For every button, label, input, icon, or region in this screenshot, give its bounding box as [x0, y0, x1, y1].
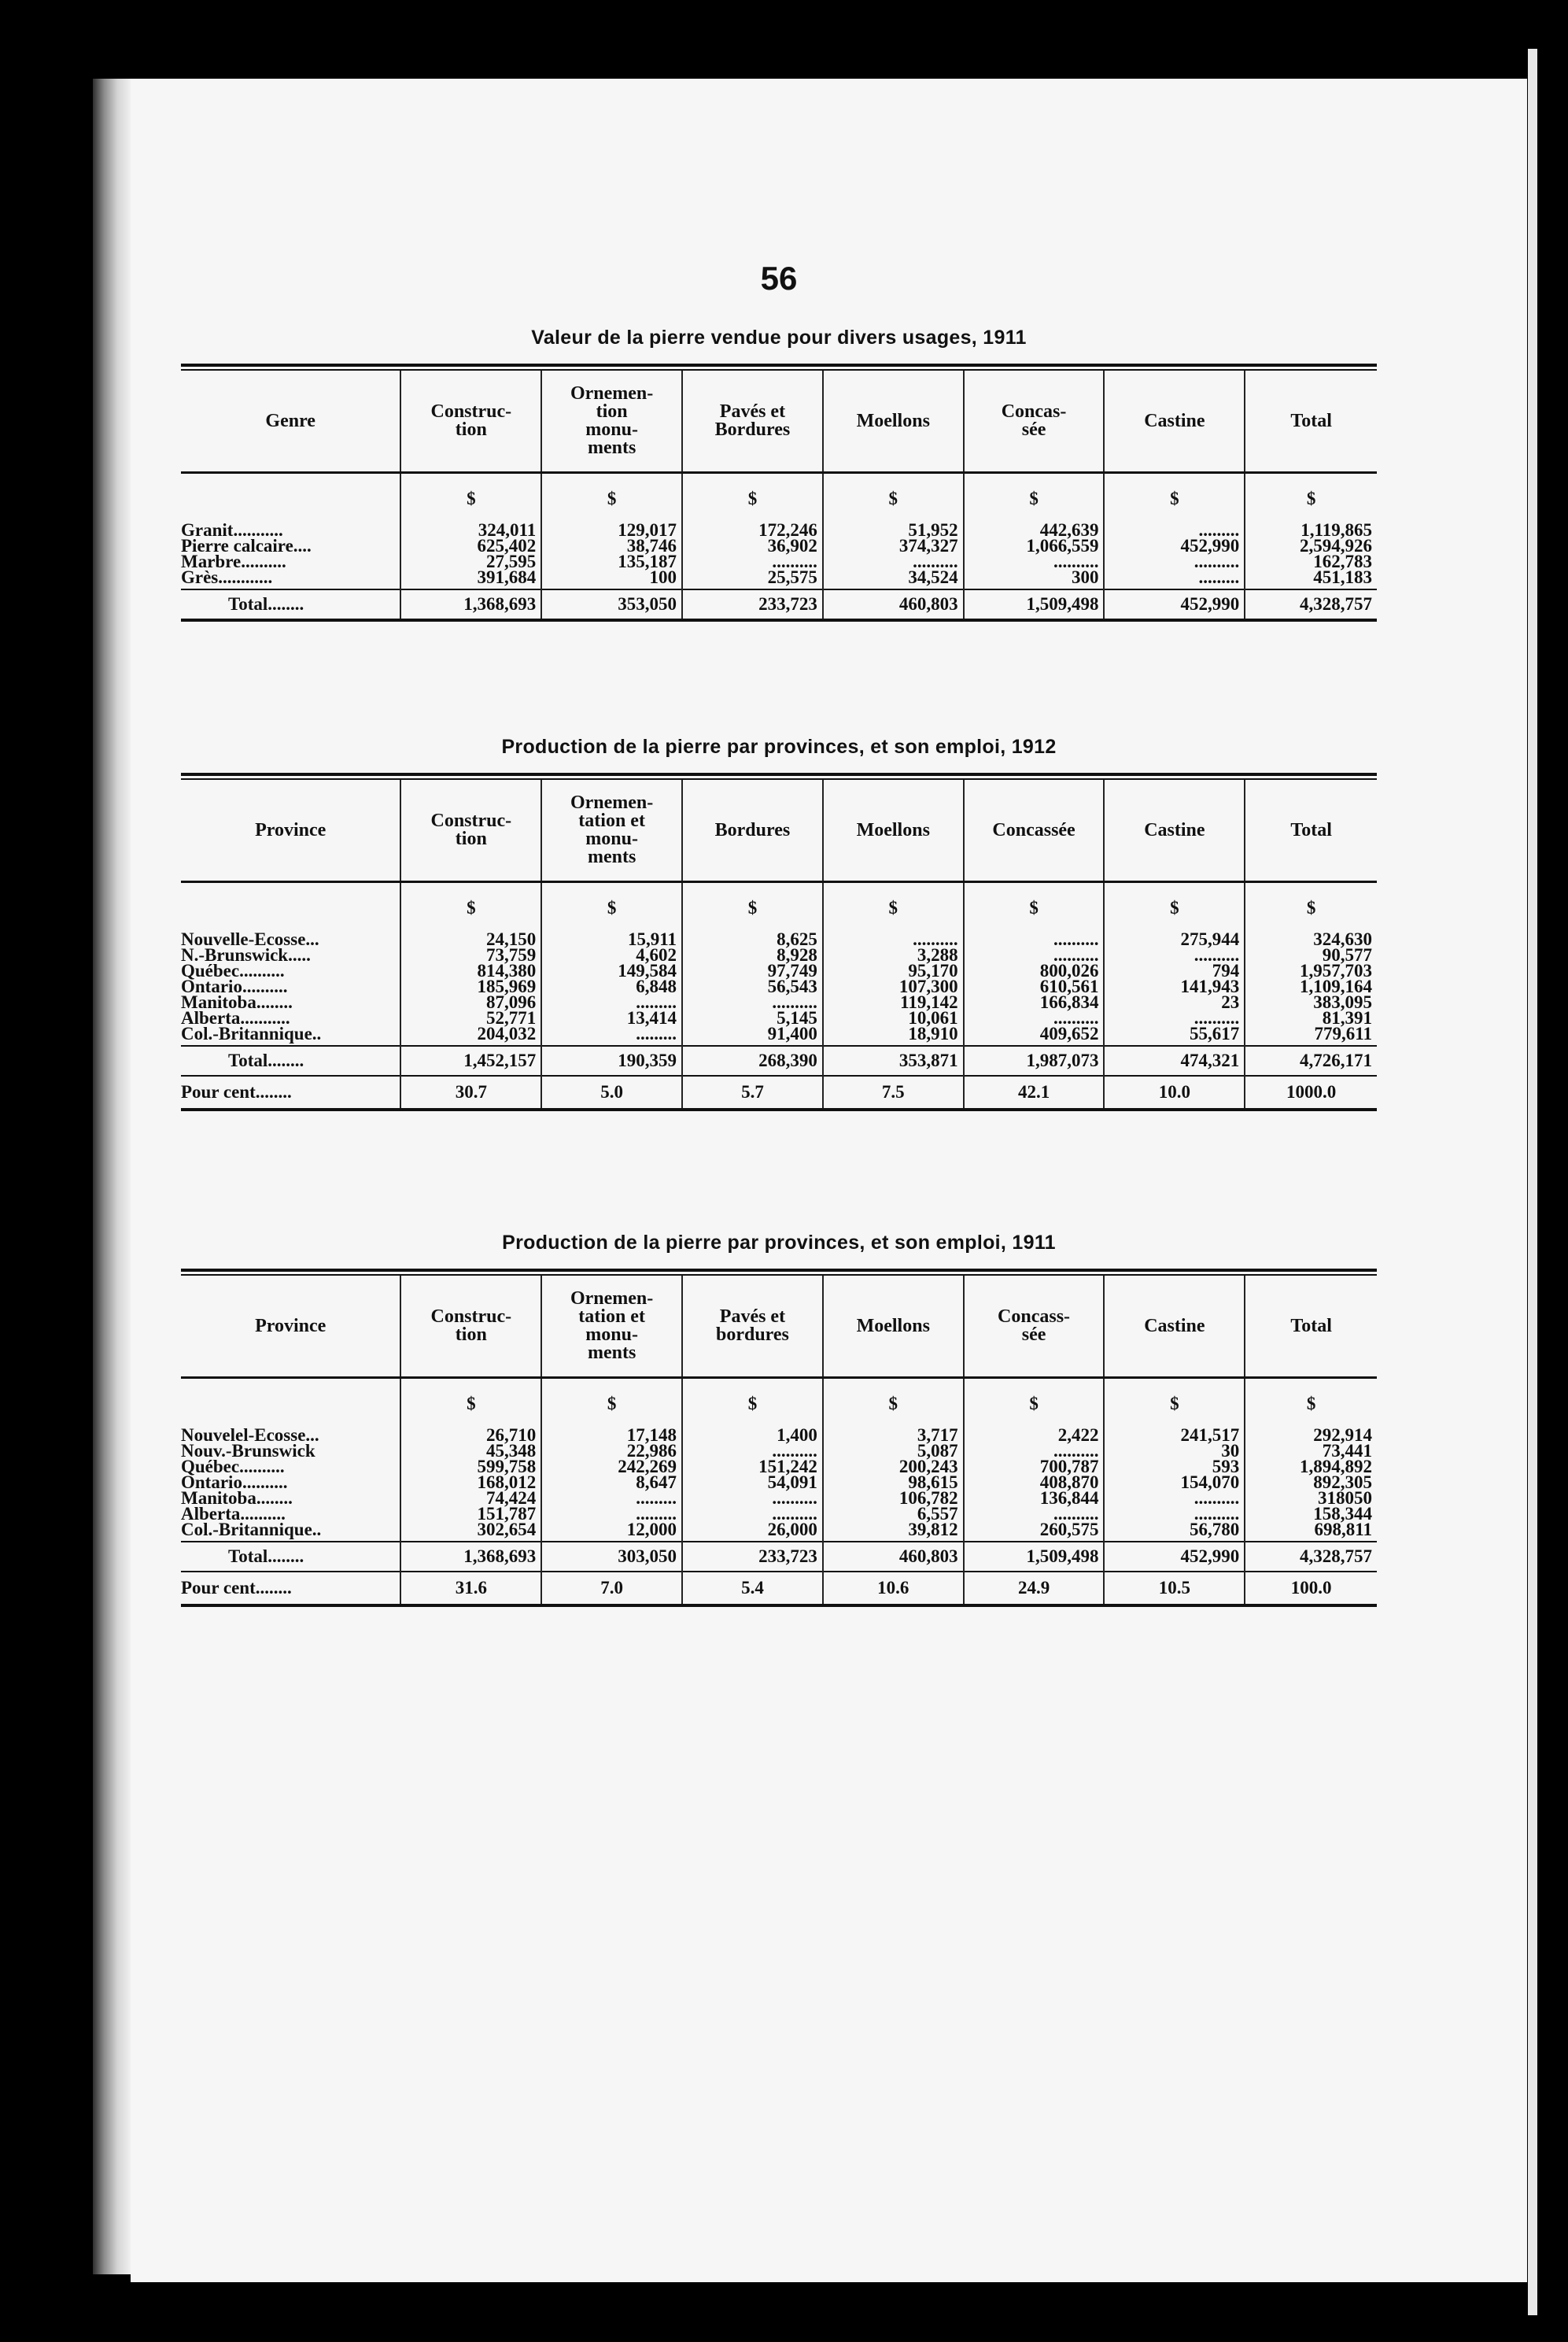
- value-cell: 5,087: [823, 1443, 964, 1459]
- page-number: 56: [760, 260, 798, 297]
- value-cell: .........: [1104, 570, 1245, 589]
- unit-cell: [181, 1378, 400, 1428]
- header-row: [181, 371, 1377, 473]
- unit-row: [181, 473, 1377, 523]
- value-cell: 73,759: [400, 948, 541, 963]
- unit-cell: $: [541, 882, 682, 933]
- column-header-label: Ornemen- tation et monu- ments: [570, 1288, 654, 1363]
- value-cell: 2,594,926: [1245, 538, 1377, 554]
- value-cell: 129,017: [541, 523, 682, 538]
- column-header: [823, 371, 964, 473]
- value-cell: ..........: [1104, 1010, 1245, 1026]
- value-cell: 26,710: [400, 1428, 541, 1443]
- unit-cell: $: [1245, 882, 1377, 933]
- total-value: 353,871: [823, 1046, 964, 1076]
- percent-value: 7.0: [541, 1572, 682, 1604]
- value-cell: 814,380: [400, 963, 541, 979]
- value-cell: 106,782: [823, 1491, 964, 1506]
- value-cell: 779,611: [1245, 1026, 1377, 1046]
- value-cell: ..........: [1104, 554, 1245, 570]
- row-label: Granit...........: [181, 520, 283, 540]
- column-header: [1104, 780, 1245, 882]
- unit-cell: $: [541, 473, 682, 523]
- value-cell: 8,647: [541, 1475, 682, 1491]
- value-cell: 56,543: [682, 979, 823, 995]
- column-header: [1245, 780, 1377, 882]
- value-cell: 391,684: [400, 570, 541, 589]
- total-row: [181, 1542, 1377, 1572]
- column-header-label: Moellons: [856, 1315, 930, 1336]
- table-title: Production de la pierre par provinces, et son emploi, 1911: [502, 1232, 1056, 1254]
- row-label: Grès............: [181, 567, 273, 587]
- value-cell: 151,787: [400, 1506, 541, 1522]
- unit-cell: [181, 473, 400, 523]
- table-title: Production de la pierre par provinces, et son emploi, 1912: [501, 736, 1057, 758]
- value-cell: ..........: [964, 1010, 1105, 1026]
- total-value: 452,990: [1104, 589, 1245, 619]
- value-cell: .........: [541, 1506, 682, 1522]
- value-cell: 30: [1104, 1443, 1245, 1459]
- total-row: [181, 589, 1377, 619]
- value-cell: ..........: [964, 1506, 1105, 1522]
- percent-value: 7.5: [823, 1076, 964, 1108]
- total-value: 1,368,693: [400, 1542, 541, 1572]
- column-header-label: Total: [1290, 819, 1332, 840]
- column-header: [823, 780, 964, 882]
- value-cell: 54,091: [682, 1475, 823, 1491]
- unit-cell: $: [1104, 473, 1245, 523]
- percent-value: 1000.0: [1245, 1076, 1377, 1108]
- value-cell: 166,834: [964, 995, 1105, 1010]
- column-header-label: Concass- sée: [998, 1306, 1071, 1345]
- column-header: [400, 780, 541, 882]
- column-header: [682, 371, 823, 473]
- value-cell: 24,150: [400, 932, 541, 948]
- column-header: [964, 1276, 1105, 1378]
- value-cell: 3,717: [823, 1428, 964, 1443]
- row-label: Nouvelel-Ecosse...: [181, 1425, 319, 1445]
- column-header-label: Genre: [265, 410, 315, 431]
- value-cell: 593: [1104, 1459, 1245, 1475]
- value-cell: ..........: [682, 1491, 823, 1506]
- total-value: 460,803: [823, 1542, 964, 1572]
- column-header: [1104, 1276, 1245, 1378]
- total-label: Total........: [181, 1046, 400, 1076]
- percent-value: 31.6: [400, 1572, 541, 1604]
- value-cell: ..........: [682, 1443, 823, 1459]
- row-label: Col.-Britannique..: [181, 1024, 322, 1044]
- unit-cell: $: [1104, 882, 1245, 933]
- value-cell: 318050: [1245, 1491, 1377, 1506]
- column-header-label: Construc- tion: [430, 401, 512, 440]
- unit-cell: $: [1245, 1378, 1377, 1428]
- unit-row: [181, 882, 1377, 933]
- value-cell: 87,096: [400, 995, 541, 1010]
- row-label: Québec..........: [181, 1457, 285, 1476]
- value-cell: ..........: [964, 932, 1105, 948]
- value-cell: 292,914: [1245, 1428, 1377, 1443]
- percent-value: 5.0: [541, 1076, 682, 1108]
- value-cell: 698,811: [1245, 1522, 1377, 1542]
- row-label: Manitoba........: [181, 992, 293, 1012]
- value-cell: 149,584: [541, 963, 682, 979]
- column-header: [541, 780, 682, 882]
- total-label: Total........: [181, 589, 400, 619]
- column-header-label: Pavés et Bordures: [714, 401, 791, 440]
- value-cell: 185,969: [400, 979, 541, 995]
- value-cell: 5,145: [682, 1010, 823, 1026]
- row-label: Nouv.-Brunswick: [181, 1441, 315, 1461]
- unit-cell: $: [1104, 1378, 1245, 1428]
- value-cell: 12,000: [541, 1522, 682, 1542]
- value-cell: 374,327: [823, 538, 964, 554]
- total-value: 4,726,171: [1245, 1046, 1377, 1076]
- total-value: 353,050: [541, 589, 682, 619]
- value-cell: 25,575: [682, 570, 823, 589]
- total-value: 1,509,498: [964, 589, 1105, 619]
- unit-cell: $: [823, 1378, 964, 1428]
- total-value: 1,452,157: [400, 1046, 541, 1076]
- value-cell: 95,170: [823, 963, 964, 979]
- value-cell: 260,575: [964, 1522, 1105, 1542]
- value-cell: 45,348: [400, 1443, 541, 1459]
- total-value: 452,990: [1104, 1542, 1245, 1572]
- header-row: [181, 780, 1377, 882]
- value-cell: 23: [1104, 995, 1245, 1010]
- percent-value: 10.0: [1104, 1076, 1245, 1108]
- total-value: 4,328,757: [1245, 1542, 1377, 1572]
- value-cell: 324,630: [1245, 932, 1377, 948]
- value-cell: ..........: [682, 1506, 823, 1522]
- column-header: [682, 780, 823, 882]
- value-cell: 383,095: [1245, 995, 1377, 1010]
- table-section-provinces-1911: [181, 1232, 1377, 1607]
- value-cell: 73,441: [1245, 1443, 1377, 1459]
- value-cell: 610,561: [964, 979, 1105, 995]
- value-cell: 10,061: [823, 1010, 964, 1026]
- table-row: [181, 1026, 1377, 1046]
- column-header: [181, 1276, 400, 1378]
- value-cell: 39,812: [823, 1522, 964, 1542]
- value-cell: 55,617: [1104, 1026, 1245, 1046]
- column-header: [964, 780, 1105, 882]
- unit-row: [181, 1378, 1377, 1428]
- percent-value: 100.0: [1245, 1572, 1377, 1604]
- column-header-label: Total: [1290, 1315, 1332, 1336]
- column-header: [1104, 371, 1245, 473]
- percent-label: Pour cent........: [181, 1076, 400, 1108]
- value-cell: 172,246: [682, 523, 823, 538]
- table-bottom-rule: [181, 1604, 1377, 1607]
- column-header-label: Pavés et bordures: [715, 1306, 789, 1345]
- unit-cell: $: [400, 1378, 541, 1428]
- value-cell: 451,183: [1245, 570, 1377, 589]
- table-section-value-1911: [181, 327, 1377, 622]
- value-cell: 1,400: [682, 1428, 823, 1443]
- value-cell: ..........: [964, 948, 1105, 963]
- row-label: Alberta..........: [181, 1504, 286, 1524]
- value-cell: .........: [541, 1491, 682, 1506]
- unit-cell: $: [964, 473, 1105, 523]
- percent-value: 5.7: [682, 1076, 823, 1108]
- column-header-label: Province: [255, 1315, 327, 1336]
- column-header-label: Construc- tion: [430, 1306, 512, 1345]
- value-cell: 36,902: [682, 538, 823, 554]
- value-cell: 599,758: [400, 1459, 541, 1475]
- value-cell: 241,517: [1104, 1428, 1245, 1443]
- value-cell: ..........: [1104, 948, 1245, 963]
- value-cell: 1,894,892: [1245, 1459, 1377, 1475]
- unit-cell: $: [400, 882, 541, 933]
- column-header: [541, 1276, 682, 1378]
- value-cell: ..........: [682, 995, 823, 1010]
- value-cell: 204,032: [400, 1026, 541, 1046]
- column-header-label: Moellons: [856, 410, 930, 431]
- total-value: 1,509,498: [964, 1542, 1105, 1572]
- column-header-label: Ornemen- tation et monu- ments: [570, 792, 654, 867]
- value-cell: 1,119,865: [1245, 523, 1377, 538]
- row-label: Ontario..........: [181, 1472, 288, 1492]
- column-header: [1245, 1276, 1377, 1378]
- unit-cell: $: [964, 1378, 1105, 1428]
- value-cell: 302,654: [400, 1522, 541, 1542]
- value-cell: 1,109,164: [1245, 979, 1377, 995]
- value-cell: 100: [541, 570, 682, 589]
- value-cell: ..........: [1104, 1506, 1245, 1522]
- value-cell: 119,142: [823, 995, 964, 1010]
- unit-cell: $: [682, 473, 823, 523]
- table-top-rule: [181, 1269, 1377, 1272]
- value-cell: 1,957,703: [1245, 963, 1377, 979]
- row-label: Ontario..........: [181, 977, 288, 996]
- value-cell: ..........: [823, 554, 964, 570]
- table-bottom-rule: [181, 1108, 1377, 1111]
- row-label: Col.-Britannique..: [181, 1520, 322, 1539]
- value-cell: .........: [541, 995, 682, 1010]
- value-cell: ..........: [964, 554, 1105, 570]
- data-table: [181, 780, 1377, 1108]
- book-spine: [93, 79, 131, 2274]
- total-value: 1,368,693: [400, 589, 541, 619]
- value-cell: 17,148: [541, 1428, 682, 1443]
- table-row: [181, 570, 1377, 589]
- value-cell: 409,652: [964, 1026, 1105, 1046]
- row-label: Québec..........: [181, 961, 285, 981]
- value-cell: 22,986: [541, 1443, 682, 1459]
- row-label: Marbre..........: [181, 552, 286, 571]
- column-header-label: Concas- sée: [1001, 401, 1067, 440]
- total-value: 303,050: [541, 1542, 682, 1572]
- value-cell: 52,771: [400, 1010, 541, 1026]
- value-cell: 91,400: [682, 1026, 823, 1046]
- value-cell: 90,577: [1245, 948, 1377, 963]
- unit-cell: $: [964, 882, 1105, 933]
- facing-page-edge: [1528, 49, 1537, 2315]
- value-cell: 1,066,559: [964, 538, 1105, 554]
- column-header-label: Province: [255, 819, 327, 840]
- column-header: [682, 1276, 823, 1378]
- total-value: 1,987,073: [964, 1046, 1105, 1076]
- column-header-label: Construc- tion: [430, 811, 512, 849]
- value-cell: 15,911: [541, 932, 682, 948]
- value-cell: 168,012: [400, 1475, 541, 1491]
- value-cell: 154,070: [1104, 1475, 1245, 1491]
- value-cell: 34,524: [823, 570, 964, 589]
- value-cell: 51,952: [823, 523, 964, 538]
- value-cell: 442,639: [964, 523, 1105, 538]
- column-header-label: Total: [1290, 410, 1332, 431]
- value-cell: 97,749: [682, 963, 823, 979]
- total-value: 4,328,757: [1245, 589, 1377, 619]
- percent-row: [181, 1572, 1377, 1604]
- value-cell: 4,602: [541, 948, 682, 963]
- value-cell: ..........: [964, 1443, 1105, 1459]
- unit-cell: $: [400, 473, 541, 523]
- row-label: Manitoba........: [181, 1488, 293, 1508]
- column-header-label: Moellons: [856, 819, 930, 840]
- column-header: [400, 371, 541, 473]
- value-cell: .........: [541, 1026, 682, 1046]
- percent-row: [181, 1076, 1377, 1108]
- table-bottom-rule: [181, 619, 1377, 622]
- value-cell: 452,990: [1104, 538, 1245, 554]
- value-cell: 98,615: [823, 1475, 964, 1491]
- percent-value: 10.6: [823, 1572, 964, 1604]
- value-cell: 151,242: [682, 1459, 823, 1475]
- table-row: [181, 1522, 1377, 1542]
- value-cell: 2,422: [964, 1428, 1105, 1443]
- header-row: [181, 1276, 1377, 1378]
- column-header: [400, 1276, 541, 1378]
- column-header-label: Castine: [1144, 819, 1205, 840]
- value-cell: 18,910: [823, 1026, 964, 1046]
- value-cell: 324,011: [400, 523, 541, 538]
- total-row: [181, 1046, 1377, 1076]
- column-header-label: Concassée: [992, 819, 1075, 840]
- percent-value: 5.4: [682, 1572, 823, 1604]
- value-cell: 74,424: [400, 1491, 541, 1506]
- value-cell: 56,780: [1104, 1522, 1245, 1542]
- column-header-label: Bordures: [714, 819, 791, 840]
- value-cell: 800,026: [964, 963, 1105, 979]
- value-cell: 6,848: [541, 979, 682, 995]
- percent-value: 42.1: [964, 1076, 1105, 1108]
- column-header-label: Ornemen- tion monu- ments: [570, 383, 654, 458]
- value-cell: 107,300: [823, 979, 964, 995]
- column-header-label: Castine: [1144, 410, 1205, 431]
- value-cell: 158,344: [1245, 1506, 1377, 1522]
- table-top-rule: [181, 773, 1377, 776]
- value-cell: 242,269: [541, 1459, 682, 1475]
- data-table: [181, 1276, 1377, 1604]
- unit-cell: $: [1245, 473, 1377, 523]
- value-cell: ..........: [1104, 1491, 1245, 1506]
- value-cell: 275,944: [1104, 932, 1245, 948]
- unit-cell: $: [682, 882, 823, 933]
- value-cell: 141,943: [1104, 979, 1245, 995]
- row-label: Pierre calcaire....: [181, 536, 312, 556]
- column-header-label: Castine: [1144, 1315, 1205, 1336]
- value-cell: 162,783: [1245, 554, 1377, 570]
- value-cell: 27,595: [400, 554, 541, 570]
- value-cell: 700,787: [964, 1459, 1105, 1475]
- value-cell: 81,391: [1245, 1010, 1377, 1026]
- unit-cell: $: [823, 473, 964, 523]
- total-value: 460,803: [823, 589, 964, 619]
- total-value: 233,723: [682, 1542, 823, 1572]
- percent-label: Pour cent........: [181, 1572, 400, 1604]
- percent-value: 24.9: [964, 1572, 1105, 1604]
- unit-cell: [181, 882, 400, 933]
- total-value: 268,390: [682, 1046, 823, 1076]
- value-cell: 136,844: [964, 1491, 1105, 1506]
- row-label: Nouvelle-Ecosse...: [181, 929, 319, 949]
- value-cell: 892,305: [1245, 1475, 1377, 1491]
- value-cell: 200,243: [823, 1459, 964, 1475]
- value-cell: 625,402: [400, 538, 541, 554]
- value-cell: 8,928: [682, 948, 823, 963]
- row-label: N.-Brunswick.....: [181, 945, 311, 965]
- value-cell: 8,625: [682, 932, 823, 948]
- value-cell: 38,746: [541, 538, 682, 554]
- total-value: 474,321: [1104, 1046, 1245, 1076]
- total-value: 190,359: [541, 1046, 682, 1076]
- unit-cell: $: [682, 1378, 823, 1428]
- column-header: [964, 371, 1105, 473]
- row-label: Alberta...........: [181, 1008, 290, 1028]
- value-cell: 3,288: [823, 948, 964, 963]
- value-cell: 13,414: [541, 1010, 682, 1026]
- total-value: 233,723: [682, 589, 823, 619]
- column-header: [1245, 371, 1377, 473]
- value-cell: .........: [1104, 523, 1245, 538]
- unit-cell: $: [823, 882, 964, 933]
- value-cell: ..........: [823, 932, 964, 948]
- percent-value: 30.7: [400, 1076, 541, 1108]
- total-label: Total........: [181, 1542, 400, 1572]
- value-cell: ..........: [682, 554, 823, 570]
- value-cell: 300: [964, 570, 1105, 589]
- unit-cell: $: [541, 1378, 682, 1428]
- value-cell: 408,870: [964, 1475, 1105, 1491]
- table-top-rule: [181, 364, 1377, 367]
- data-table: [181, 371, 1377, 619]
- column-header: [823, 1276, 964, 1378]
- value-cell: 6,557: [823, 1506, 964, 1522]
- percent-value: 10.5: [1104, 1572, 1245, 1604]
- value-cell: 135,187: [541, 554, 682, 570]
- column-header: [181, 780, 400, 882]
- column-header: [541, 371, 682, 473]
- column-header: [181, 371, 400, 473]
- table-section-provinces-1912: [181, 736, 1377, 1111]
- table-title: Valeur de la pierre vendue pour divers usages, 1911: [531, 327, 1027, 349]
- value-cell: 794: [1104, 963, 1245, 979]
- value-cell: 26,000: [682, 1522, 823, 1542]
